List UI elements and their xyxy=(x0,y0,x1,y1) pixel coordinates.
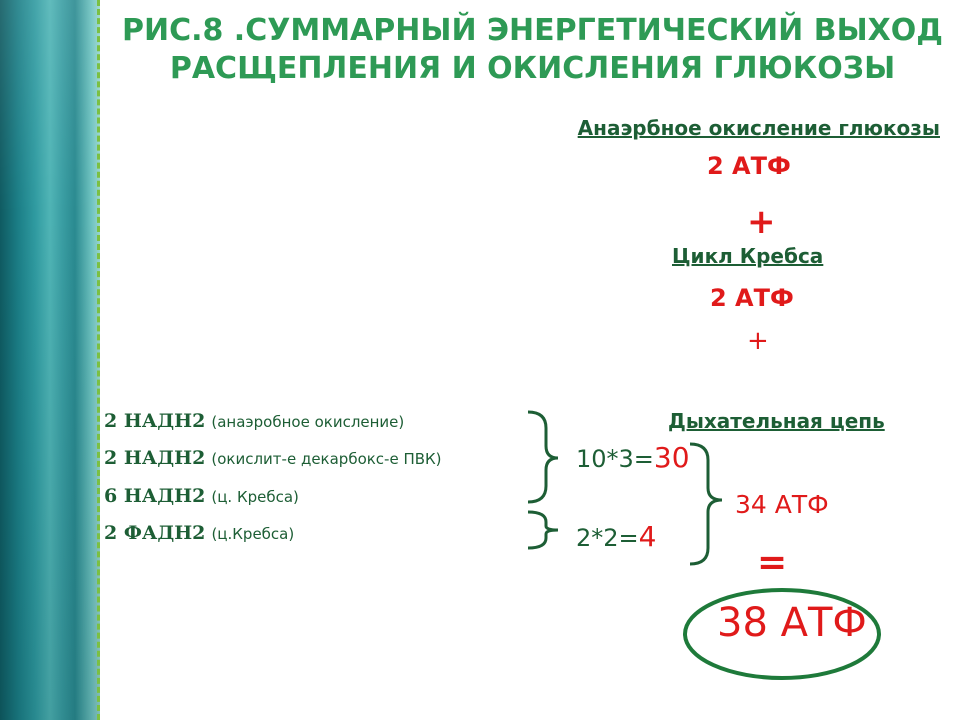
plus-sign-2: + xyxy=(747,326,769,356)
sum-atp: 34 АТФ xyxy=(735,490,829,519)
item-lead: 6 НАДН2 xyxy=(104,485,206,507)
krebs-label: Цикл Кребса xyxy=(672,244,824,268)
calc-nadh-result: 30 xyxy=(653,441,690,474)
item-lead: 2 НАДН2 xyxy=(104,410,206,432)
item-note: (анаэробное окисление) xyxy=(211,413,405,431)
item-note: (ц.Кребса) xyxy=(211,525,295,543)
item-lead: 2 ФАДН2 xyxy=(104,522,206,544)
item-note: (ц. Кребса) xyxy=(211,488,299,506)
krebs-atp: 2 АТФ xyxy=(710,284,794,312)
total-atp: 38 АТФ xyxy=(717,600,867,646)
anaerobic-label: Анаэрбное окисление глюкозы xyxy=(577,116,940,140)
title-line-1: РИС.8 .СУММАРНЫЙ ЭНЕРГЕТИЧЕСКИЙ ВЫХОД xyxy=(121,13,944,48)
plus-sign-1: + xyxy=(747,202,776,242)
brace-nadh xyxy=(528,412,558,502)
item-lead: 2 НАДН2 xyxy=(104,447,206,469)
respiratory-chain-label: Дыхательная цепь xyxy=(668,409,885,433)
anaerobic-atp: 2 АТФ xyxy=(707,152,791,180)
calc-fadh-expr: 2*2= xyxy=(576,524,639,552)
equals-sign: = xyxy=(757,542,788,583)
item-note: (окислит-е декарбокс-е ПВК) xyxy=(211,450,442,468)
brace-sum xyxy=(690,444,722,564)
calc-fadh-result: 4 xyxy=(638,520,657,553)
title-line-2: РАСЩЕПЛЕНИЯ И ОКИСЛЕНИЯ ГЛЮКОЗЫ xyxy=(169,51,896,86)
total-ellipse xyxy=(685,590,879,678)
calc-nadh-expr: 10*3= xyxy=(576,445,654,473)
brace-fadh xyxy=(528,512,558,548)
